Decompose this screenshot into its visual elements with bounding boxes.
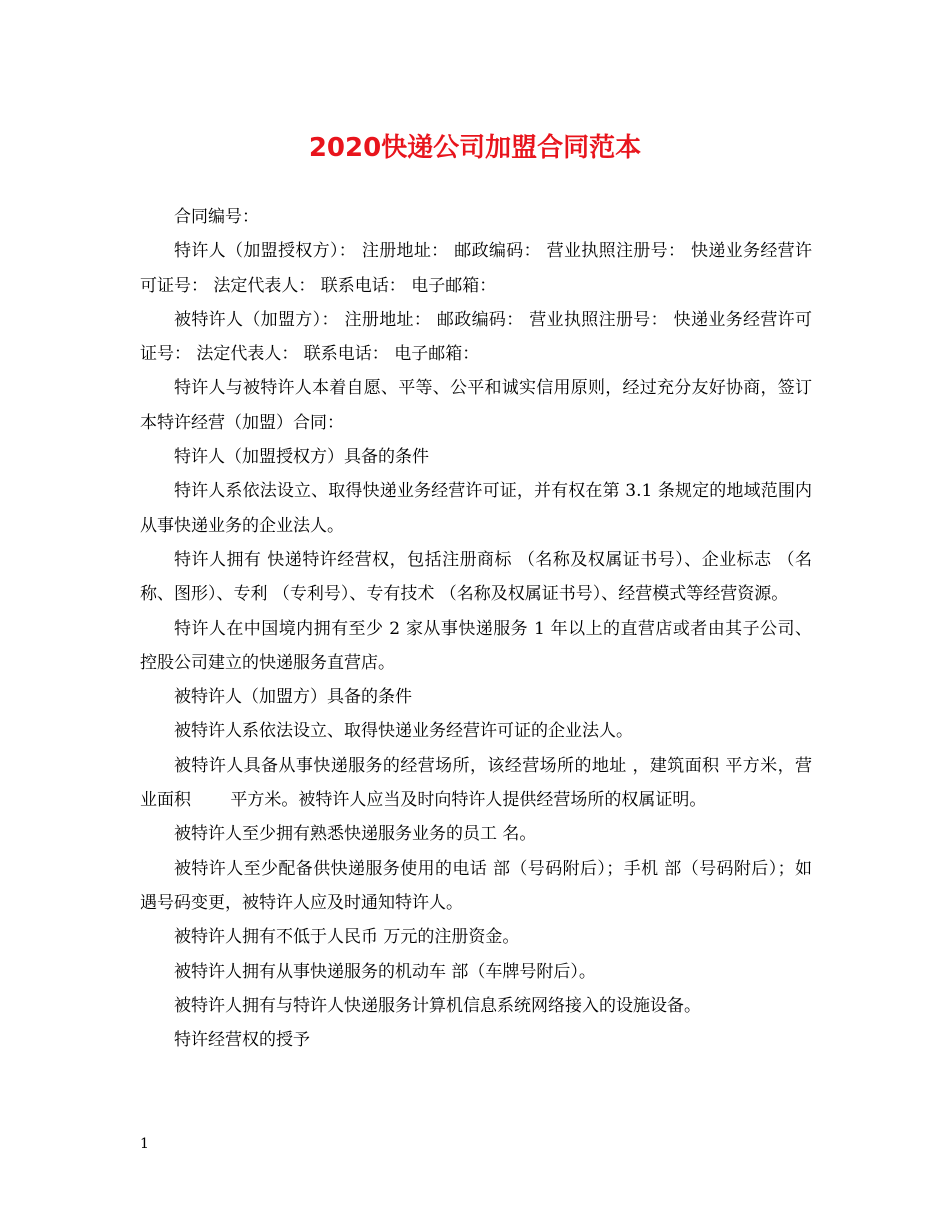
paragraph-franchisor-rights: 特许人拥有 快递特许经营权，包括注册商标 （名称及权属证书号）、企业标志 （名称、图形）、专利 （专利号）、专有技术 （名称及权属证书号）、经营模式等经营资源。 <box>140 549 812 605</box>
paragraph-franchisee-vehicles: 被特许人拥有从事快递服务的机动车 部（车牌号附后）。 <box>174 961 596 982</box>
document-title: 2020快递公司加盟合同范本 <box>308 133 642 163</box>
paragraph-franchisor-info: 特许人（加盟授权方）： 注册地址： 邮政编码： 营业执照注册号： 快递业务经营许可证号： 法定代表人： 联系电话： 电子邮箱： <box>140 241 812 296</box>
paragraph-franchisor-legal-entity: 特许人系依法设立、取得快递业务经营许可证，并有权在第 3.1 条规定的地域范围内从事快递业务的企业法人。 <box>140 481 812 536</box>
section-heading-franchisor-conditions: 特许人（加盟授权方）具备的条件 <box>174 447 429 468</box>
document-body <box>140 200 812 1057</box>
paragraph-franchisor-stores: 特许人在中国境内拥有至少 2 家从事快递服务 1 年以上的直营店或者由其子公司、控股公司建立的快递服务直营店。 <box>140 618 812 673</box>
paragraph-franchisee-premises: 被特许人具备从事快递服务的经营场所，该经营场所的地址 ，建筑面积 平方米，营业面积 平方米。被特许人应当及时向特许人提供经营场所的权属证明。 <box>140 755 812 811</box>
paragraph-franchisee-phones: 被特许人至少配备供快递服务使用的电话 部（号码附后）；手机 部（号码附后）；如遇号码变更，被特许人应及时通知特许人。 <box>140 858 812 913</box>
section-heading-franchisee-conditions: 被特许人（加盟方）具备的条件 <box>174 687 412 708</box>
page-number: 1 <box>140 1136 149 1152</box>
paragraph-franchisee-systems: 被特许人拥有与特许人快递服务计算机信息系统网络接入的设施设备。 <box>174 995 701 1016</box>
section-heading-franchise-grant: 特许经营权的授予 <box>174 1030 310 1051</box>
paragraph-contract-number: 合同编号： <box>174 207 259 227</box>
paragraph-preamble: 特许人与被特许人本着自愿、平等、公平和诚实信用原则，经过充分友好协商，签订本特许经营（加盟）合同： <box>140 378 812 433</box>
paragraph-franchisee-capital: 被特许人拥有不低于人民币 万元的注册资金。 <box>174 927 520 948</box>
paragraph-franchisee-info: 被特许人（加盟方）： 注册地址： 邮政编码： 营业执照注册号： 快递业务经营许可证号： 法定代表人： 联系电话： 电子邮箱： <box>140 309 812 365</box>
paragraph-franchisee-legal-entity: 被特许人系依法设立、取得快递业务经营许可证的企业法人。 <box>174 721 633 742</box>
paragraph-franchisee-staff: 被特许人至少拥有熟悉快递服务业务的员工 名。 <box>174 824 537 845</box>
